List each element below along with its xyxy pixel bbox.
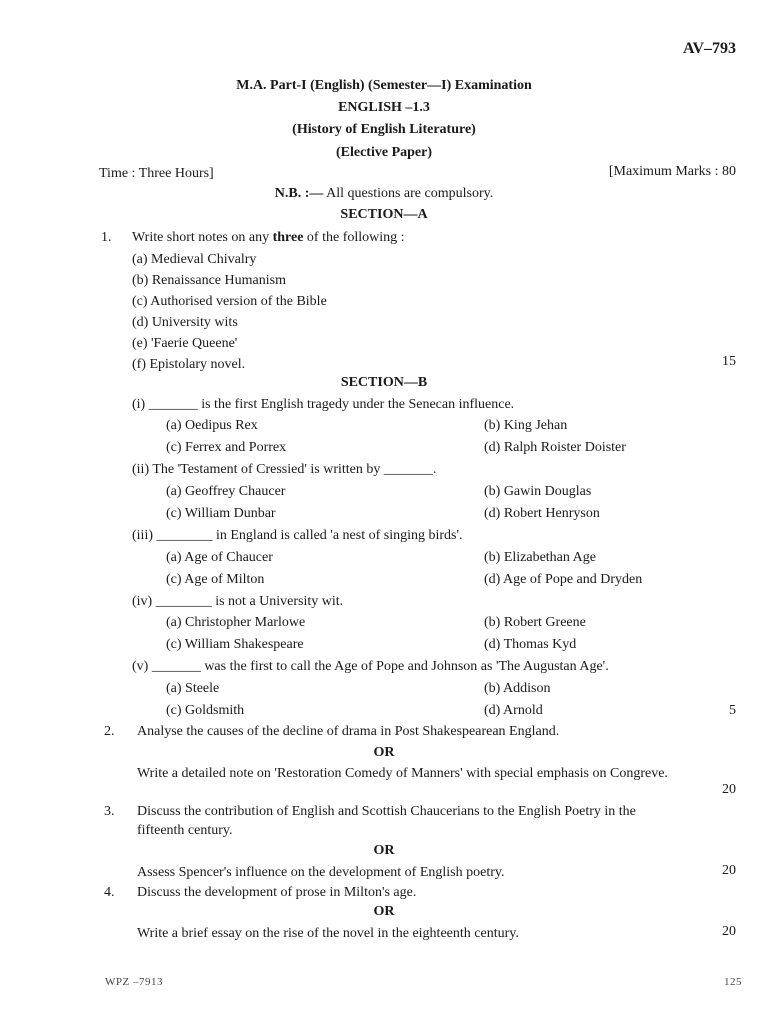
q2-text: Analyse the causes of the decline of drama in Post Shakespearean England. (137, 724, 560, 739)
q1-prompt-pre: Write short notes on any (132, 230, 273, 245)
mcq-3-option-a: (a) Age of Chaucer (166, 550, 273, 565)
q3-text-line1: Discuss the contribution of English and Scottish Chaucerians to the English Poetry in the (137, 804, 636, 819)
mcq-3-stem: (iii) ________ in England is called 'a nest of singing birds'. (132, 528, 463, 543)
mcq-3-option-d: (d) Age of Pope and Dryden (484, 572, 643, 587)
mcq-3-option-b: (b) Elizabethan Age (484, 550, 596, 565)
q2-number: 2. (104, 724, 115, 739)
time-allowed: Time : Three Hours] (99, 166, 214, 181)
mcq-2-option-d: (d) Robert Henryson (484, 506, 600, 521)
mcq-5-option-b: (b) Addison (484, 681, 551, 696)
mcq-2-stem: (ii) The 'Testament of Cressied' is written by _______. (132, 462, 437, 477)
q1-item-c: (c) Authorised version of the Bible (132, 294, 327, 309)
q1-prompt-bold: three (272, 230, 304, 245)
mcq-2-option-a: (a) Geoffrey Chaucer (166, 484, 286, 499)
mcq-4-option-d: (d) Thomas Kyd (484, 637, 577, 652)
mcq-5-option-d: (d) Arnold (484, 703, 543, 718)
q3-marks: 20 (722, 863, 736, 878)
section-b-title: SECTION—B (340, 375, 428, 390)
q1-item-d: (d) University wits (132, 315, 238, 330)
q1-item-b: (b) Renaissance Humanism (132, 273, 286, 288)
mcq-5-stem: (v) _______ was the first to call the Age of Pope and Johnson as 'The Augustan Age'. (132, 659, 609, 674)
note-text: All questions are compulsory. (326, 186, 494, 201)
q3-or: OR (373, 843, 395, 858)
q1-marks: 15 (722, 354, 736, 369)
mcq-marks: 5 (729, 703, 736, 718)
paper-type: (Elective Paper) (335, 145, 432, 160)
mcq-1-stem: (i) _______ is the first English tragedy under the Senecan influence. (132, 397, 515, 412)
note-label: N.B. :— (274, 186, 324, 201)
mcq-1-option-c: (c) Ferrex and Porrex (166, 440, 287, 455)
mcq-5-option-a: (a) Steele (166, 681, 220, 696)
mcq-4-stem: (iv) ________ is not a University wit. (132, 594, 344, 609)
mcq-2-option-b: (b) Gawin Douglas (484, 484, 592, 499)
mcq-5-option-c: (c) Goldsmith (166, 703, 245, 718)
mcq-4-option-a: (a) Christopher Marlowe (166, 615, 306, 630)
q3-text-line2: fifteenth century. (137, 823, 233, 838)
q3-number: 3. (104, 804, 115, 819)
q4-text: Discuss the development of prose in Milton's age. (137, 885, 417, 900)
mcq-4-option-c: (c) William Shakespeare (166, 637, 304, 652)
mcq-1-option-b: (b) King Jehan (484, 418, 568, 433)
mcq-3-option-c: (c) Age of Milton (166, 572, 265, 587)
q4-marks: 20 (722, 924, 736, 939)
footer-code: WPZ –7913 (105, 976, 163, 988)
q2-or: OR (373, 745, 395, 760)
paper-name: (History of English Literature) (292, 122, 476, 137)
q2-marks: 20 (722, 782, 736, 797)
mcq-1-option-a: (a) Oedipus Rex (166, 418, 258, 433)
q3-alternative: Assess Spencer's influence on the development of English poetry. (137, 865, 505, 880)
q1-prompt (132, 230, 405, 246)
q4-number: 4. (104, 885, 115, 900)
exam-title: M.A. Part-I (English) (Semester—I) Examination (236, 78, 532, 93)
mcq-2-option-c: (c) William Dunbar (166, 506, 276, 521)
general-note (0, 186, 768, 202)
subject-title: ENGLISH –1.3 (338, 100, 430, 115)
q1-item-e: (e) 'Faerie Queene' (132, 336, 238, 351)
q4-alternative: Write a brief essay on the rise of the novel in the eighteenth century. (137, 926, 519, 941)
q4-or: OR (373, 904, 395, 919)
q1-item-f: (f) Epistolary novel. (132, 357, 246, 372)
mcq-4-option-b: (b) Robert Greene (484, 615, 586, 630)
section-a-title: SECTION—A (340, 207, 428, 222)
q2-alternative: Write a detailed note on 'Restoration Comedy of Manners' with special emphasis on Congreve. (137, 766, 668, 781)
q1-number: 1. (101, 230, 112, 245)
mcq-1-option-d: (d) Ralph Roister Doister (484, 440, 626, 455)
q1-prompt-post: of the following : (303, 230, 405, 245)
maximum-marks: [Maximum Marks : 80 (608, 164, 736, 179)
q1-item-a: (a) Medieval Chivalry (132, 252, 257, 267)
paper-code: AV–793 (682, 40, 736, 57)
footer-page-number: 125 (724, 976, 742, 988)
